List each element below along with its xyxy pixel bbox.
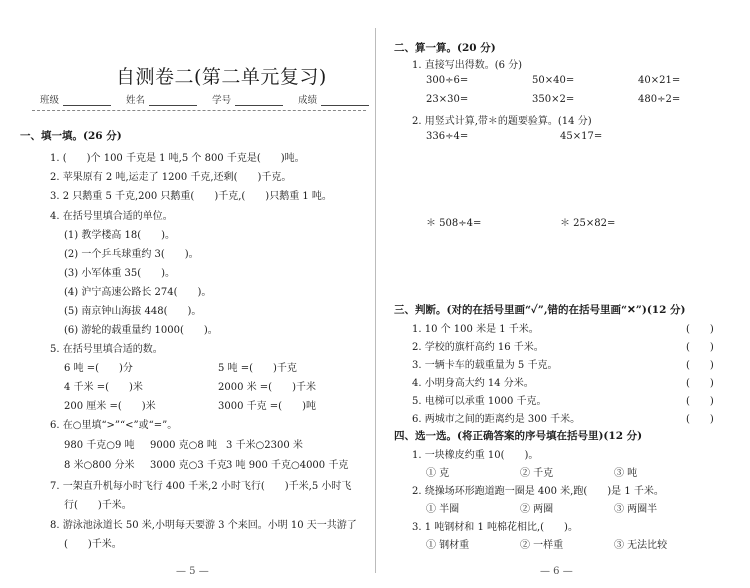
section2-heading: 二、算一算。(20 分) [394,42,496,54]
q6-cell: 3 千米○2300 米 [226,440,303,451]
q5-cell: 200 厘米 =( )米 [64,401,156,412]
choice-q3: 3. 1 吨钢材和 1 吨棉花相比,( )。 [412,522,578,533]
judge-item: 1. 10 个 100 米是 1 千米。 [412,324,539,335]
calc-cell: 50×40= [532,75,575,86]
q4-item: (3) 小军体重 35( )。 [64,268,176,279]
choice-option[interactable]: ② 一样重 [520,540,564,551]
section3-heading: 三、判断。(对的在括号里画“✓”,错的在括号里画“✕”)(12 分) [394,304,686,316]
choice-option[interactable]: ③ 两圈半 [614,504,658,515]
q4-item: (6) 游轮的载重量约 1000( )。 [64,325,218,336]
s1-q7: 7. 一架直升机每小时飞行 400 千米,2 小时飞行( )千米,5 小时飞 [50,481,352,492]
choice-q2: 2. 绕操场环形跑道跑一圈是 400 米,跑( )是 1 千米。 [412,486,664,497]
q4-item: (2) 一个乒乓球重约 3( )。 [64,249,199,260]
number-blank[interactable] [235,95,283,106]
s1-q6: 6. 在○里填“>”“<”或“=”。 [50,420,178,431]
choice-option[interactable]: ③ 吨 [614,468,638,479]
vertical-calc: 45×17= [560,131,603,142]
class-label: 班级 [40,95,60,106]
s1-q8: 8. 游泳池泳道长 50 米,小明每天要游 3 个来回。小明 10 天一共游了 [50,520,357,531]
q4-item: (1) 教学楼高 18( )。 [64,230,176,241]
vertical-calc: 336÷4= [426,131,469,142]
choice-option[interactable]: ① 半圈 [426,504,460,515]
q4-item: (5) 南京钟山海拔 448( )。 [64,306,202,317]
judge-item: 2. 学校的旗杆高约 16 千米。 [412,342,544,353]
page-number-left: — 5 — [176,566,209,577]
q6-cell: 980 千克○9 吨 [64,440,135,451]
calc-cell: 23×30= [426,94,469,105]
number-label: 学号 [212,95,232,106]
judge-item: 6. 两城市之间的距离约是 300 千米。 [412,414,581,425]
vertical-calc: ＊ 25×82= [560,218,616,229]
student-info-row [40,92,369,106]
s1-q1: 1. ( )个 100 千克是 1 吨,5 个 800 千克是( )吨。 [50,153,305,164]
q6-cell: 3000 克○3 千克 [150,460,227,471]
s2-q1: 1. 直接写出得数。(6 分) [412,60,523,71]
divider-dotted [32,110,366,111]
choice-option[interactable]: ② 两圈 [520,504,554,515]
answer-paren[interactable]: ( ) [686,360,714,371]
choice-option[interactable]: ② 千克 [520,468,554,479]
s1-q7-cont: 行( )千米。 [64,500,132,511]
q5-cell: 3000 千克 =( )吨 [218,401,316,412]
choice-option[interactable]: ① 钢材重 [426,540,470,551]
section1-heading: 一、填一填。(26 分) [20,130,122,142]
q5-cell: 6 吨 =( )分 [64,363,133,374]
answer-paren[interactable]: ( ) [686,378,714,389]
calc-cell: 480÷2= [638,94,681,105]
vertical-calc: ＊ 508÷4= [426,218,482,229]
q4-item: (4) 沪宁高速公路长 274( )。 [64,287,212,298]
page-gutter [375,28,376,573]
q5-cell: 5 吨 =( )千克 [218,363,297,374]
section4-heading: 四、选一选。(将正确答案的序号填在括号里)(12 分) [394,430,643,442]
answer-paren[interactable]: ( ) [686,396,714,407]
s1-q2: 2. 苹果原有 2 吨,运走了 1200 千克,还剩( )千克。 [50,172,292,183]
judge-item: 3. 一辆卡车的载重量为 5 千克。 [412,360,558,371]
s1-q5: 5. 在括号里填合适的数。 [50,344,163,355]
calc-cell: 40×21= [638,75,681,86]
choice-option[interactable]: ③ 无法比较 [614,540,668,551]
score-label: 成绩 [298,95,318,106]
name-blank[interactable] [149,95,197,106]
judge-item: 4. 小明身高大约 14 分米。 [412,378,534,389]
calc-cell: 300÷6= [426,75,469,86]
name-label: 姓名 [126,95,146,106]
score-blank[interactable] [321,95,369,106]
s2-q2: 2. 用竖式计算,带＊的题要验算。(14 分) [412,116,592,127]
answer-paren[interactable]: ( ) [686,342,714,353]
q5-cell: 2000 米 =( )千米 [218,382,316,393]
q6-cell: 8 米○800 分米 [64,460,135,471]
s1-q3: 3. 2 只鹅重 5 千克,200 只鹅重( )千克,( )只鹅重 1 吨。 [50,191,332,202]
page-title: 自测卷二(第二单元复习) [116,66,327,88]
q6-cell: 3 吨 900 千克○4000 千克 [226,460,349,471]
s1-q8-cont: ( )千米。 [64,539,122,550]
q6-cell: 9000 克○8 吨 [150,440,217,451]
answer-paren[interactable]: ( ) [686,414,714,425]
answer-paren[interactable]: ( ) [686,324,714,335]
choice-q1: 1. 一块橡皮约重 10( )。 [412,450,539,461]
class-blank[interactable] [63,95,111,106]
s1-q4: 4. 在括号里填合适的单位。 [50,211,173,222]
q5-cell: 4 千米 =( )米 [64,382,143,393]
calc-cell: 350×2= [532,94,575,105]
choice-option[interactable]: ① 克 [426,468,450,479]
judge-item: 5. 电梯可以承重 1000 千克。 [412,396,547,407]
page-number-right: — 6 — [540,566,573,577]
